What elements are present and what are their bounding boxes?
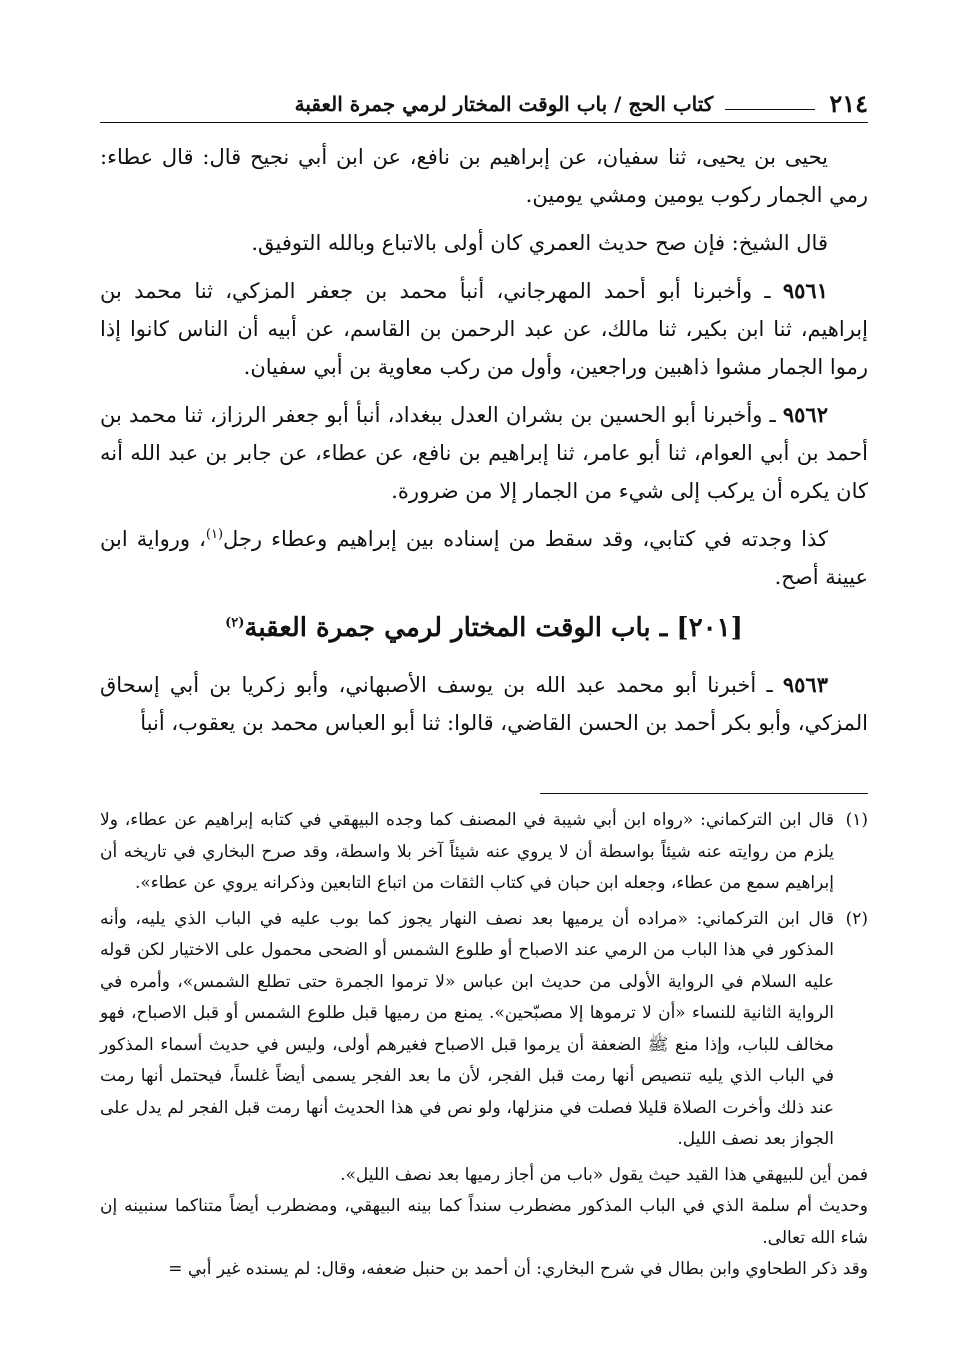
footnote-continuation: وقد ذكر الطحاوي وابن بطال في شرح البخاري: أن أحمد بن حنبل ضعفه، وقال: لم يسنده غير أبي = [168, 1259, 868, 1279]
hadith-9561 [100, 272, 868, 386]
author-note [100, 520, 868, 596]
running-title: كتاب الحج / باب الوقت المختار لرمي جمرة العقبة [294, 92, 714, 116]
page-number: ٢١٤ [829, 89, 868, 118]
footnote-separator [540, 793, 868, 794]
footnote-number: (١) [845, 810, 868, 830]
header-rule [725, 109, 815, 110]
footnote-continuation: فمن أين للبيهقي هذا القيد حيث يقول «باب من أجاز رميها بعد نصف الليل». [340, 1164, 868, 1185]
footnote-text: قال ابن التركماني: «مراده أن يرميها بعد نصف النهار يجوز كما بوب عليه في الباب الذي يليه، وأنه المذكور في هذا الباب من الرمي عند الاصباح أو طلوع الشمس أو الضحى محمول على الاختيار لكن قوله عليه السلام في الرواية الأولى من حديث ابن عباس «لا ترموا الجمرة حتى تطلع الشمس»، وأمره في الرواية الثانية للنساء «أن لا ترموها إلا مصبّحين». يمنع من رميها قبل طلوع الشمس أو قبل الاصباح، فهو مخالف للباب، وإذا منع ﷺ الضعفة أن يرموا قبل الاصباح فغيرهم أولى، وليس في حديث أسماء المذكور في الباب الذي يليه تنصيص أنها رمت قبل الفجر، لأن ما بعد الفجر يسمى أيضاً غلساً، فيحتمل أنها رمت عند ذلك وأخرت الصلاة قليلا فصلت في منزلها، ولو نص في هذا الحديث أنها رمت قبل الفجر لم يدل على الجواز بعد نصف الليل. [100, 908, 834, 1149]
main-text [100, 138, 868, 742]
hadith-text: ـ وأخبرنا أبو الحسين بن بشران العدل ببغداد، أنبأ أبو جعفر الرزاز، ثنا محمد بن أحمد بن أبي العوام، ثنا أبو عامر، ثنا إبراهيم بن نافع، عن عطاء، عن جابر بن عبد الله أنه كان يكره أن يركب إلى شيء من الجمار إلا من ضرورة. [100, 403, 868, 503]
footnote-continuation: وحديث أم سلمة الذي في الباب المذكور مضطرب سنداً كما بينه البيهقي، ومضطرب أيضاً متناكما سنبينه إن شاء الله تعالى. [100, 1196, 868, 1248]
chapter-heading [100, 608, 868, 648]
footnote-text: قال ابن التركماني: «رواه ابن أبي شيبة في المصنف كما وجده البيهقي في كتابه إبراهيم عن عطاء، ولا يلزم من روايته عنه شيئاً بواسطة أن لا يروي عنه شيئاً آخر بلا واسطة، وقد صرح البخاري في تاريخه أن إبراهيم سمع من عطاء، وجعله ابن حبان في كتاب الثقات من اتباع التابعين وذكرانه يروي عن عطاء». [100, 810, 834, 893]
chapter-title: [٢٠١] ـ باب الوقت المختار لرمي جمرة العقبة [244, 613, 743, 643]
hadith-number: ٩٥٦١ [782, 278, 828, 303]
paragraph-sheikh [100, 224, 868, 262]
hadith-text: ـ وأخبرنا أبو أحمد المهرجاني، أنبأ محمد بن جعفر المزكي، ثنا محمد بن إبراهيم، ثنا ابن بكير، ثنا مالك، عن عبد الرحمن بن القاسم، عن أبيه أن الناس كانوا إذا رموا الجمار مشوا ذاهبين وراجعين، وأول من ركب معاوية بن أبي سفيان. [100, 279, 868, 379]
footnotes [100, 805, 868, 1286]
footnote-2 [100, 904, 868, 1156]
hadith-9562 [100, 396, 868, 510]
hadith-9563 [100, 666, 868, 742]
footnote-number: (٢) [845, 908, 868, 929]
page-header [100, 82, 868, 123]
hadith-number: ٩٥٦٢ [782, 402, 828, 427]
note-text: ، ورواية ابن عيينة أصح. [100, 527, 868, 589]
note-text: كذا وجدته في كتابي، وقد سقط من إسناده بين إبراهيم وعطاء رجل [223, 527, 829, 551]
footnote-1 [100, 805, 868, 900]
paragraph-text: يحيى بن يحيى، ثنا سفيان، عن إبراهيم بن نافع، عن ابن أبي نجيح قال: قال عطاء: رمي الجمار ركوب يومين ومشي يومين. [100, 145, 868, 207]
paragraph-continuation [100, 138, 868, 214]
paragraph-text: قال الشيخ: فإن صح حديث العمري كان أولى بالاتباع وبالله التوفيق. [251, 231, 828, 255]
hadith-text: ـ أخبرنا أبو محمد عبد الله بن يوسف الأصبهاني، وأبو زكريا بن أبي إسحاق المزكي، وأبو بكر أحمد بن الحسن القاضي، قالوا: ثنا أبو العباس محمد بن يعقوب، أنبأ [100, 673, 868, 735]
footnote-ref-1[interactable]: (١) [205, 527, 224, 542]
footnote-ref-2[interactable]: (٢) [225, 615, 245, 631]
hadith-number: ٩٥٦٣ [782, 672, 828, 697]
